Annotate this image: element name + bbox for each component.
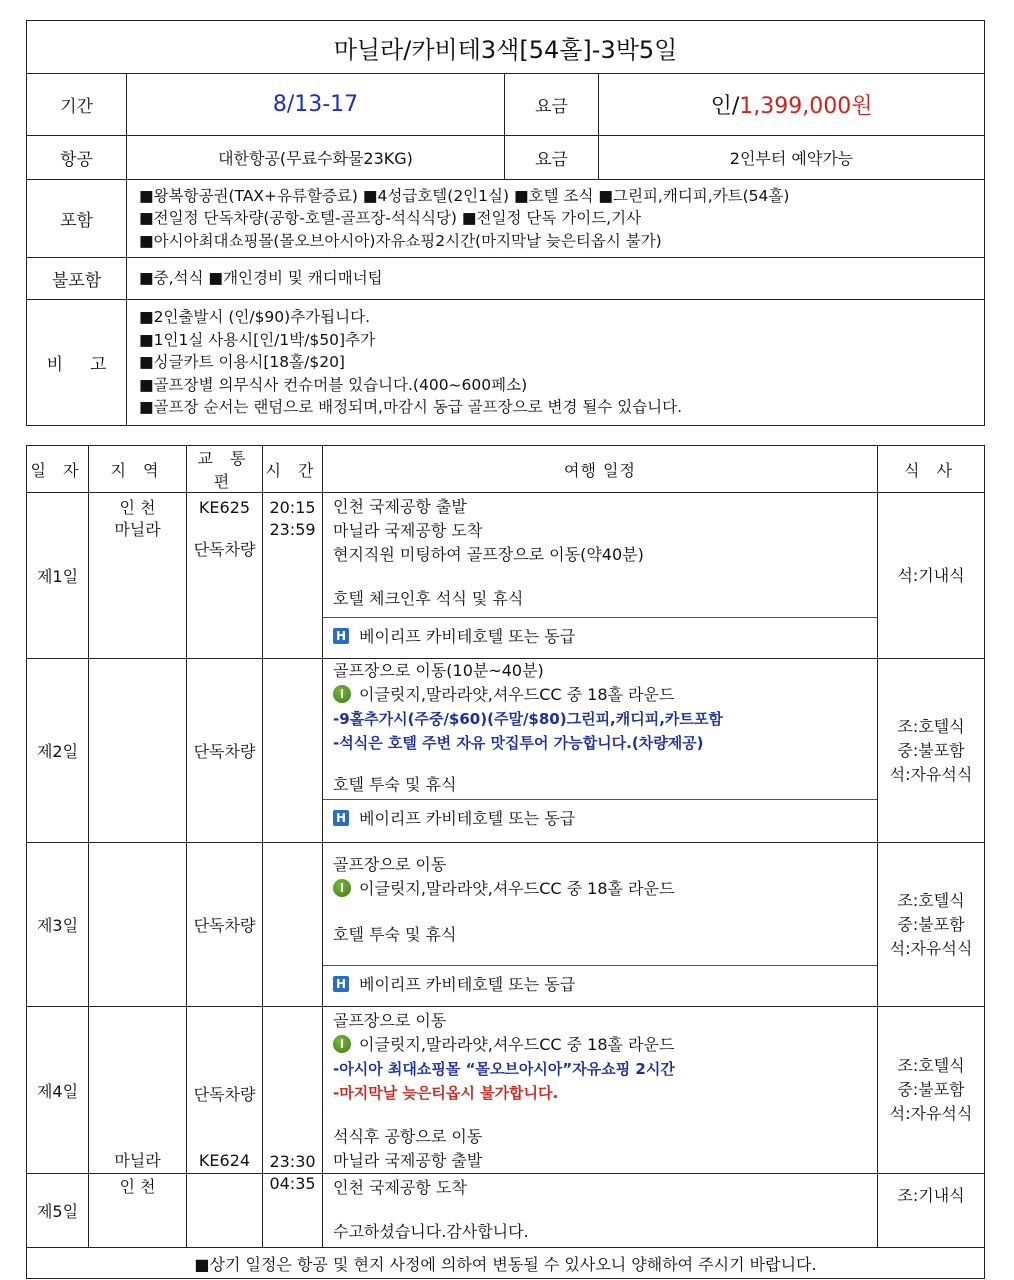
itinerary-line: 현지직원 미팅하여 골프장으로 이동(약40분) [333, 545, 644, 564]
meal-breakfast: 조:호텔식 [897, 1056, 965, 1075]
region-cell [89, 659, 187, 843]
day-row [27, 493, 985, 659]
notes-list [127, 300, 985, 426]
itinerary-text [323, 843, 877, 965]
golf-line [333, 1033, 867, 1057]
golf-line [333, 683, 867, 707]
meal-cell [878, 659, 985, 843]
transport-cell [187, 1174, 263, 1248]
note-line: ■1인1실 사용시[인/1박/$50]추가 [139, 330, 376, 349]
meal-dinner: 석:자유석식 [889, 938, 973, 958]
itinerary-line: 인천 국제공항 도착 [333, 1178, 467, 1197]
meal-cell [878, 843, 985, 1007]
region-cell: 마닐라 [89, 1007, 187, 1174]
header-meal: 식 사 [878, 446, 985, 493]
footer-row [27, 1248, 985, 1279]
transport-vehicle: 단독차량 [193, 1085, 256, 1104]
note-line: ■골프장 순서는 랜덤으로 배정되며,마감시 동급 골프장으로 변경 될수 있습니다. [139, 398, 683, 417]
itinerary-cell [323, 1174, 878, 1248]
golf-line [333, 877, 867, 901]
price-prefix: 인/ [710, 94, 740, 119]
itinerary-line: 인천 국제공항 출발 [333, 497, 467, 516]
meal-cell: 조:기내식 [878, 1174, 985, 1248]
itinerary-text [323, 1174, 877, 1244]
itinerary-line: 호텔 투숙 및 휴식 [333, 925, 457, 944]
exclude-label: 불포함 [27, 258, 127, 300]
golf-text: 이글릿지,말라라얏,셔우드CC 중 18홀 라운드 [359, 1035, 675, 1054]
golf-icon [333, 685, 351, 703]
hotel-text: 베이리프 카비테호텔 또는 동급 [359, 975, 576, 994]
hotel-text: 베이리프 카비테호텔 또는 동급 [359, 627, 576, 646]
region-cell: 인 천 [89, 1174, 187, 1248]
itinerary-cell [323, 1007, 878, 1174]
hotel-row [323, 965, 877, 1001]
day-label: 제2일 [27, 659, 89, 843]
itinerary-text [323, 1007, 877, 1173]
itinerary-line: 마닐라 국제공항 도착 [333, 521, 483, 540]
itinerary-cell [323, 493, 878, 659]
note-line: ■2인출발시 (인/$90)추가됩니다. [139, 308, 370, 327]
info-table [26, 20, 985, 426]
meal-breakfast: 조:호텔식 [897, 890, 965, 910]
meal-cell [878, 1007, 985, 1174]
itinerary-line: 수고하셨습니다.감사합니다. [333, 1222, 529, 1241]
region-cell [89, 843, 187, 1007]
itinerary-cell [323, 659, 878, 843]
price-cell [599, 74, 985, 136]
itinerary-cell [323, 843, 878, 1007]
period-label: 기간 [27, 74, 127, 136]
day-label: 제4일 [27, 1007, 89, 1174]
time-cell [263, 493, 323, 659]
day-label: 제1일 [27, 493, 89, 659]
transport-vehicle: 단독차량 [193, 540, 256, 559]
transport-cell: 단독차량 [187, 843, 263, 1007]
time-cell [263, 659, 323, 843]
schedule-table [26, 445, 985, 1279]
time-cell [263, 843, 323, 1007]
time-departure: 20:15 [269, 498, 316, 517]
itinerary-text [323, 493, 877, 617]
golf-text: 이글릿지,말라라얏,셔우드CC 중 18홀 라운드 [359, 879, 675, 898]
flight-number: KE625 [198, 498, 251, 517]
include-line: ■아시아최대쇼핑몰(몰오브아시아)자유쇼핑2시간(마지막날 늦은티옵시 불가) [139, 231, 662, 250]
hotel-row [323, 617, 877, 653]
itinerary-line: 골프장으로 이동 [333, 855, 447, 874]
hotel-icon: H [333, 976, 349, 992]
header-itinerary: 여행 일정 [323, 446, 878, 493]
region-incheon: 인 천 [119, 498, 156, 517]
golf-text: 이글릿지,말라라얏,셔우드CC 중 18홀 라운드 [359, 685, 675, 704]
region-cell [89, 493, 187, 659]
note-blue: -9홀추가시(주중/$60)(주말/$80)그린피,캐디피,카트포함 [333, 710, 723, 728]
price-label: 요금 [505, 74, 599, 136]
header-region: 지 역 [89, 446, 187, 493]
include-label: 포함 [27, 180, 127, 258]
note-blue: -아시아 최대쇼핑몰 “몰오브아시아”자유쇼핑 2시간 [333, 1060, 675, 1078]
include-line: ■전일정 단독차량(공항-호텔-골프장-석식식당) ■전일정 단독 가이드,기사 [139, 209, 642, 228]
itinerary-line: 골프장으로 이동 [333, 1011, 447, 1030]
hotel-icon: H [333, 810, 349, 826]
itinerary-text [323, 659, 877, 799]
hotel-row [323, 799, 877, 835]
day-row [27, 1007, 985, 1174]
meal-lunch: 중:불포함 [897, 914, 965, 934]
booking-label: 요금 [505, 136, 599, 180]
time-arrival: 23:59 [269, 520, 316, 539]
note-line: ■골프장별 의무식사 컨슈머블 있습니다.(400~600페소) [139, 375, 528, 394]
meal-dinner: 석:자유석식 [889, 1104, 973, 1123]
itinerary-line: 석식후 공항으로 이동 [333, 1127, 483, 1146]
transport-cell [187, 493, 263, 659]
airline-value: 대한항공(무료수화물23KG) [127, 136, 505, 180]
header-time: 시 간 [263, 446, 323, 493]
time-cell: 04:35 [263, 1174, 323, 1248]
include-line: ■왕복항공권(TAX+유류할증료) ■4성급호텔(2인1실) ■호텔 조식 ■그린피,캐디피,카트(54홀) [139, 186, 790, 205]
transport-cell [187, 1007, 263, 1174]
day-row [27, 1174, 985, 1248]
transport-cell: 단독차량 [187, 659, 263, 843]
time-cell: 23:30 [263, 1007, 323, 1174]
schedule-header [27, 446, 985, 493]
header-transport: 교 통 편 [187, 446, 263, 493]
golf-icon [333, 879, 351, 897]
period-value: 8/13-17 [127, 74, 505, 136]
hotel-text: 베이리프 카비테호텔 또는 동급 [359, 809, 576, 828]
itinerary-line: 호텔 투숙 및 휴식 [333, 775, 457, 794]
golf-icon [333, 1035, 351, 1053]
meal-lunch: 중:불포함 [897, 740, 965, 760]
footer-note: ■상기 일정은 항공 및 현지 사정에 의하여 변동될 수 있사오니 양해하여 주시기 바랍니다. [27, 1248, 985, 1279]
flight-number: KE624 [198, 1151, 251, 1170]
header-day: 일 자 [27, 446, 89, 493]
include-list [127, 180, 985, 258]
hotel-icon: H [333, 628, 349, 644]
note-line: ■싱글카트 이용시[18홀/$20] [139, 353, 345, 372]
region-manila: 마닐라 [114, 520, 161, 539]
notes-label: 비 고 [27, 300, 127, 426]
day-row [27, 843, 985, 1007]
day-label: 제3일 [27, 843, 89, 1007]
transport-stack [187, 1008, 262, 1172]
meal-lunch: 중:불포함 [897, 1080, 965, 1099]
exclude-value: ■중,석식 ■개인경비 및 캐디매너팁 [127, 258, 985, 300]
page-title: 마닐라/카비테3색[54홀]-3박5일 [27, 21, 985, 74]
day-label: 제5일 [27, 1174, 89, 1248]
day-row [27, 659, 985, 843]
note-red: -마지막날 늦은티옵시 불가합니다. [333, 1084, 559, 1102]
airline-label: 항공 [27, 136, 127, 180]
itinerary-line: 호텔 체크인후 석식 및 휴식 [333, 589, 524, 608]
itinerary-line: 골프장으로 이동(10분~40분) [333, 661, 544, 680]
note-blue: -석식은 호텔 주변 자유 맛집투어 가능합니다.(차량제공) [333, 734, 704, 752]
price-value: 1,399,000원 [739, 94, 873, 119]
booking-value: 2인부터 예약가능 [599, 136, 985, 180]
meal-cell: 석:기내식 [878, 493, 985, 659]
meal-breakfast: 조:호텔식 [897, 716, 965, 736]
meal-dinner: 석:자유석식 [889, 764, 973, 784]
itinerary-line: 마닐라 국제공항 출발 [333, 1151, 483, 1170]
